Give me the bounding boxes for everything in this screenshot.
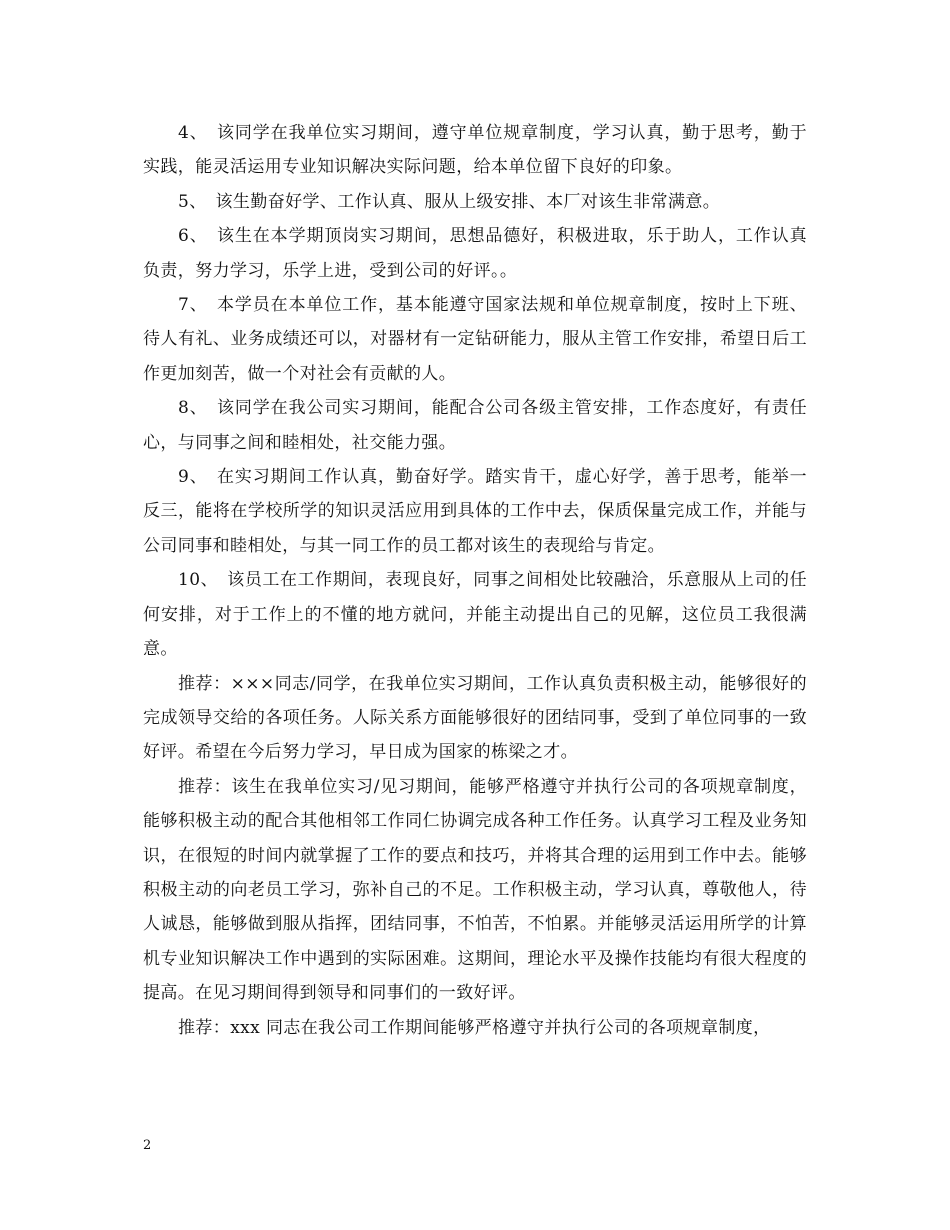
recommendation-paragraph-1: 推荐：×××同志/同学，在我单位实习期间，工作认真负责积极主动，能够很好的完成领导交给的各项任务。人际关系方面能够很好的团结同事，受到了单位同事的一致好评。希望在今后努力学习，早日成为国家的栋梁之才。 bbox=[143, 673, 807, 763]
paragraph-item-8: 8、 该同学在我公司实习期间，能配合公司各级主管安排，工作态度好，有责任心，与同事之间和睦相处，社交能力强。 bbox=[143, 398, 807, 453]
paragraph-item-4: 4、 该同学在我单位实习期间，遵守单位规章制度，学习认真，勤于思考，勤于实践，能灵活运用专业知识解决实际问题，给本单位留下良好的印象。 bbox=[143, 123, 807, 178]
page-number: 2 bbox=[143, 1138, 152, 1153]
paragraph-item-10: 10、 该员工在工作期间，表现良好，同事之间相处比较融洽，乐意服从上司的任何安排，对于工作上的不懂的地方就问，并能主动提出自己的见解，这位员工我很满意。 bbox=[143, 570, 807, 660]
recommendation-paragraph-3: 推荐：xxx 同志在我公司工作期间能够严格遵守并执行公司的各项规章制度， bbox=[178, 1017, 771, 1038]
recommendation-paragraph-2: 推荐：该生在我单位实习/见习期间，能够严格遵守并执行公司的各项规章制度，能够积极主动的配合其他相邻工作同仁协调完成各种工作任务。认真学习工程及业务知识，在很短的时间内就掌握了工作的要点和技巧，并将其合理的运用到工作中去。能够积极主动的向老员工学习，弥补自己的不足。工作积极主动，学习认真，尊敬他人，待人诚恳，能够做到服从指挥，团结同事，不怕苦，不怕累。并能够灵活运用所学的计算机专业知识解决工作中遇到的实际困难。这期间，理论水平及操作技能均有很大程度的提高。在见习期间得到领导和同事们的一致好评。 bbox=[143, 776, 807, 1004]
paragraph-item-6: 6、 该生在本学期顶岗实习期间，思想品德好，积极进取，乐于助人，工作认真负责，努力学习，乐学上进，受到公司的好评。。 bbox=[143, 226, 807, 281]
paragraph-item-5: 5、 该生勤奋好学、工作认真、服从上级安排、本厂对该生非常满意。 bbox=[178, 191, 721, 212]
paragraph-item-7: 7、 本学员在本单位工作，基本能遵守国家法规和单位规章制度，按时上下班、待人有礼、业务成绩还可以，对器材有一定钻研能力，服从主管工作安排，希望日后工作更加刻苦，做一个对社会有贡献的人。 bbox=[143, 295, 807, 384]
document-body bbox=[143, 116, 807, 1045]
paragraph-item-9: 9、 在实习期间工作认真，勤奋好学。踏实肯干，虚心好学，善于思考，能举一反三，能将在学校所学的知识灵活应用到具体的工作中去，保质保量完成工作，并能与公司同事和睦相处，与其一同工作的员工都对该生的表现给与肯定。 bbox=[143, 467, 807, 556]
